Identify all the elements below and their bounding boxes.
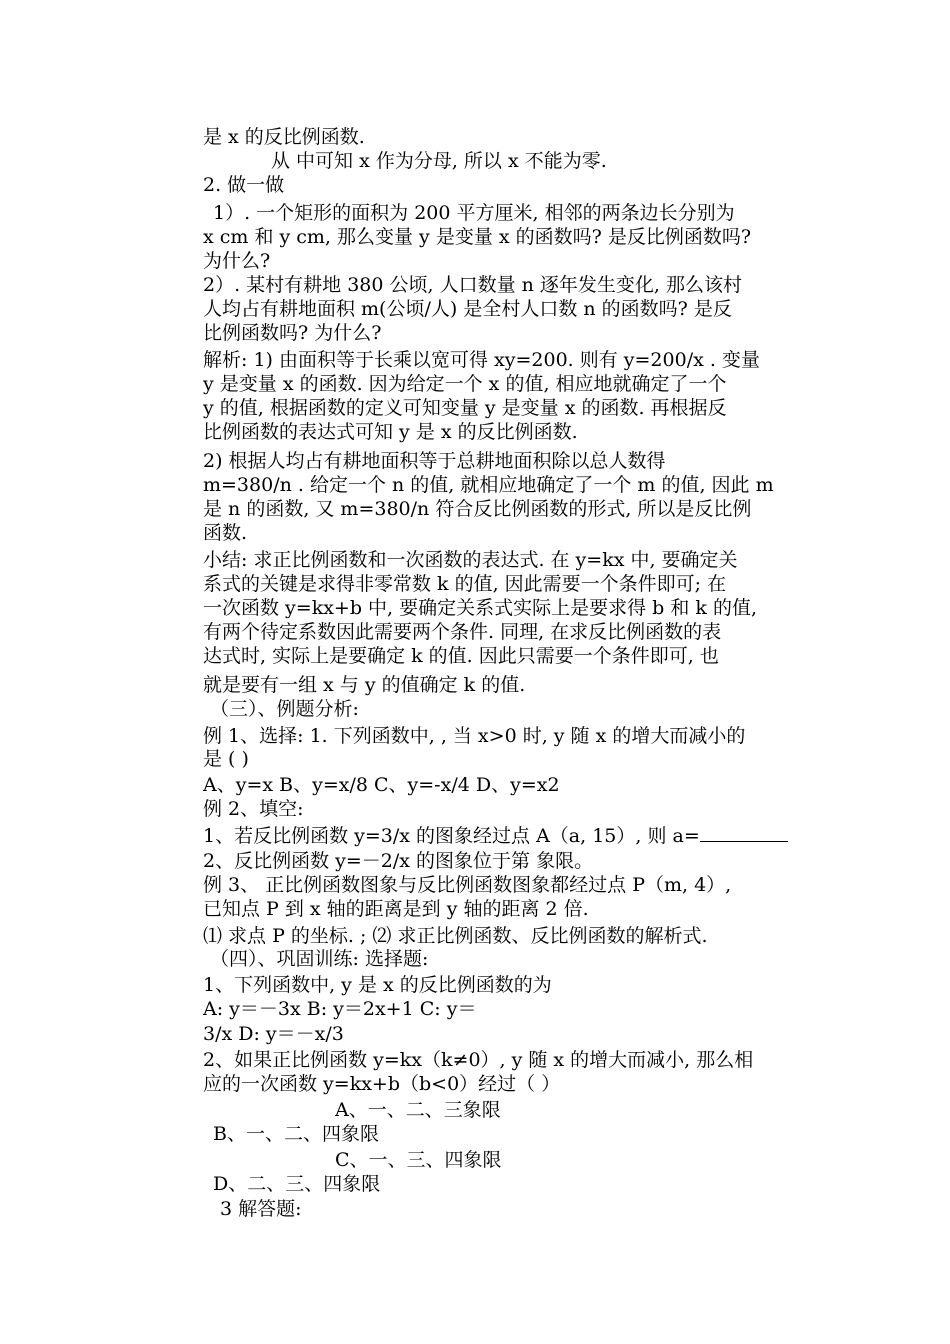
text-line: ⑴ 求点 P 的坐标. ; ⑵ 求正比例函数、反比例函数的解析式.: [203, 925, 708, 947]
text-line: 解析: 1) 由面积等于长乘以宽可得 xy=200. 则有 y=200/x . 变量: [203, 349, 760, 371]
text-line: 是 x 的反比例函数.: [203, 126, 365, 148]
text-line: 比例函数吗? 为什么?: [203, 322, 382, 344]
text-line: 例 1、选择: 1. 下列函数中, , 当 x>0 时, y 随 x 的增大而减小的: [203, 725, 746, 747]
text-line: D、二、三、四象限: [213, 1173, 381, 1195]
text-line: 2、反比例函数 y=－2/x 的图象位于第 象限。: [203, 850, 594, 872]
text-line: 人均占有耕地面积 m(公顷/人) 是全村人口数 n 的函数吗? 是反: [203, 298, 732, 320]
text-line: 比例函数的表达式可知 y 是 x 的反比例函数.: [203, 421, 578, 443]
text-line: A、一、二、三象限: [335, 1099, 501, 1121]
text-line: 一次函数 y=kx+b 中, 要确定关系式实际上是要求得 b 和 k 的值,: [203, 597, 757, 619]
text-line: 例 3、 正比例函数图象与反比例函数图象都经过点 P（m, 4）,: [203, 874, 732, 896]
text-line: 达式时, 实际上是要确定 k 的值. 因此只需要一个条件即可, 也: [203, 645, 719, 667]
text-line: 2. 做一做: [203, 174, 285, 196]
text-line: C、一、三、四象限: [335, 1149, 502, 1171]
text-line: [203, 823, 809, 847]
text-line: 3 解答题:: [220, 1198, 302, 1220]
text-line: y 的值, 根据函数的定义可知变量 y 是变量 x 的函数. 再根据反: [203, 397, 727, 419]
text-line: A、y=x B、y=x/8 C、y=-x/4 D、y=x2: [203, 774, 560, 796]
text-line: 系式的关键是求得非零常数 k 的值, 因此需要一个条件即可; 在: [203, 573, 727, 595]
text-line: 从 中可知 x 作为分母, 所以 x 不能为零.: [271, 150, 607, 172]
text-line: 3/x D: y＝－x/3: [203, 1023, 344, 1045]
text-line: m=380/n . 给定一个 n 的值, 就相应地确定了一个 m 的值, 因此 m: [203, 474, 774, 496]
text-line: 有两个待定系数因此需要两个条件. 同理, 在求反比例函数的表: [203, 621, 722, 643]
answer-blank[interactable]: [700, 823, 788, 842]
text-line: x cm 和 y cm, 那么变量 y 是变量 x 的函数吗? 是反比例函数吗?: [203, 226, 752, 248]
text-segment: 1、若反比例函数 y=3/x 的图象经过点 A（a, 15）, 则 a=: [203, 825, 700, 847]
text-line: B、一、二、四象限: [213, 1123, 379, 1145]
text-line: 为什么?: [203, 250, 271, 272]
text-line: 例 2、填空:: [203, 798, 304, 820]
text-line: 1）. 一个矩形的面积为 200 平方厘米, 相邻的两条边长分别为: [213, 202, 735, 224]
text-line: （四）、巩固训练: 选择题:: [210, 948, 429, 970]
text-line: 2) 根据人均占有耕地面积等于总耕地面积除以总人数得: [203, 450, 666, 472]
text-line: y 是变量 x 的函数. 因为给定一个 x 的值, 相应地就确定了一个: [203, 373, 727, 395]
text-line: 就是要有一组 x 与 y 的值确定 k 的值.: [203, 674, 526, 696]
text-line: 已知点 P 到 x 轴的距离是到 y 轴的距离 2 倍.: [203, 898, 589, 920]
text-line: 小结: 求正比例函数和一次函数的表达式. 在 y=kx 中, 要确定关: [203, 549, 738, 571]
text-line: 是 n 的函数, 又 m=380/n 符合反比例函数的形式, 所以是反比例: [203, 498, 752, 520]
text-line: 是 ( ): [203, 748, 249, 770]
text-line: 2、如果正比例函数 y=kx（k≠0）, y 随 x 的增大而减小, 那么相: [203, 1049, 754, 1071]
text-line: （三）、例题分析:: [210, 698, 359, 720]
text-line: 2）. 某村有耕地 380 公顷, 人口数量 n 逐年发生变化, 那么该村: [203, 274, 742, 296]
text-line: 1、下列函数中, y 是 x 的反比例函数的为: [203, 974, 552, 996]
text-line: 函数.: [203, 522, 248, 544]
text-line: 应的一次函数 y=kx+b（b<0）经过（ ）: [203, 1073, 561, 1095]
text-line: A: y＝－3x B: y＝2x+1 C: y＝: [203, 998, 477, 1020]
